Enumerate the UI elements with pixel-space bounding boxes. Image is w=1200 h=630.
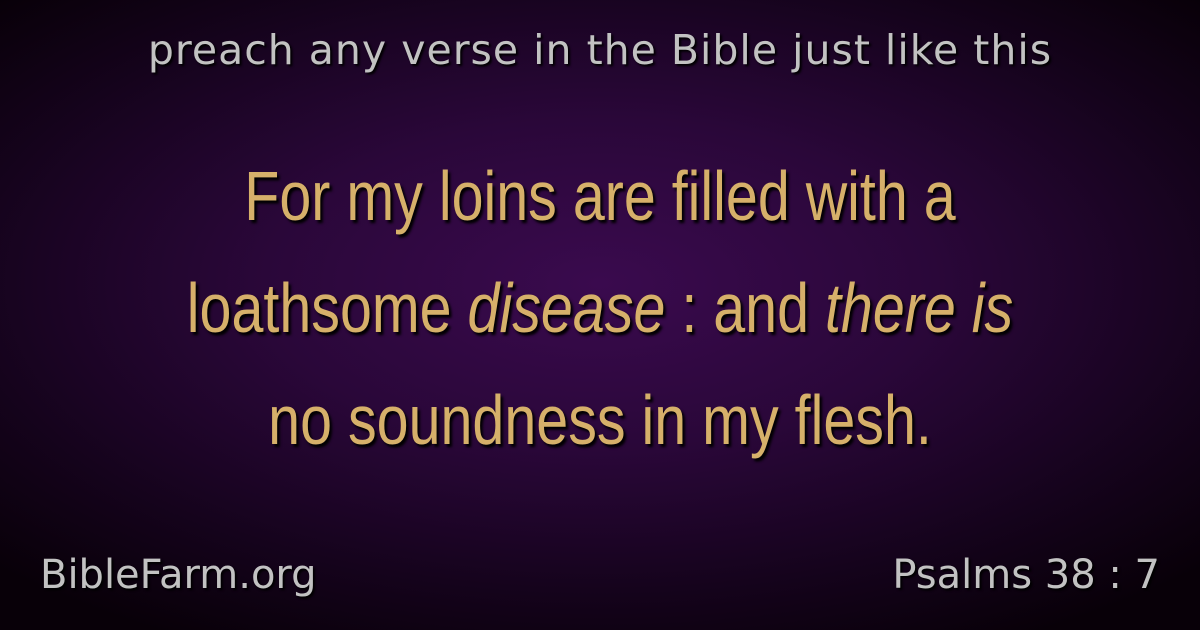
verse-text	[157, 140, 1043, 476]
verse-line-2-part-3: : and	[665, 269, 825, 347]
verse-italic-disease: disease	[467, 269, 666, 347]
verse-line-3: no soundness in my flesh.	[268, 381, 932, 459]
tagline: preach any verse in the Bible just like this	[147, 26, 1053, 74]
site-name: BibleFarm.org	[40, 552, 317, 598]
verse-line-2-part-1: loathsome	[186, 269, 468, 347]
verse-reference: Psalms 38 : 7	[892, 552, 1160, 598]
verse-italic-there-is: there is	[824, 269, 1014, 347]
verse-line-2	[157, 252, 1043, 364]
verse-line-1: For my loins are filled with a	[244, 157, 956, 235]
